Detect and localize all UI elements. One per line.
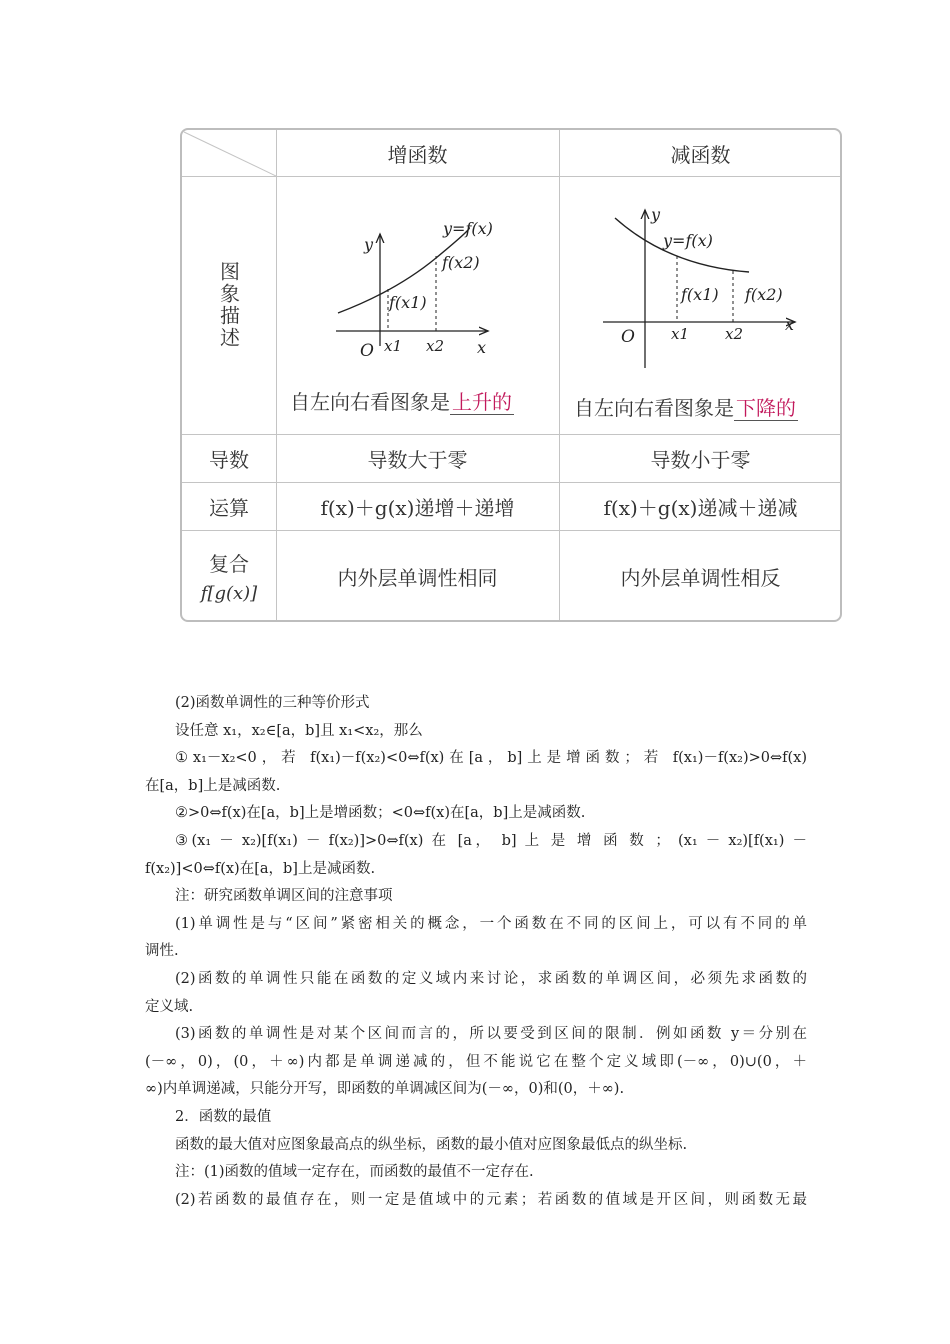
line: (2)若函数的最值存在，则一定是值域中的元素；若函数的值域是开区间，则函数无最 xyxy=(175,1191,807,1208)
line: (－∞，0)，(0，＋∞)内都是单调递减的，但不能说它在整个定义域即(－∞，0)∪(0，＋ xyxy=(145,1053,807,1070)
axis-label-x: x xyxy=(477,338,487,357)
composite-formula: f[g(x)] xyxy=(200,583,258,604)
answer-falling: 下降的 xyxy=(736,396,796,420)
line: 调性. xyxy=(145,943,179,960)
derivative-decreasing: 导数小于零 xyxy=(650,448,751,472)
composite-label: 复合 xyxy=(209,552,249,576)
row-label-derivative: 导数 xyxy=(209,448,249,472)
line: ③(x₁ － x₂)[f(x₁) － f(x₂)]>0⇔f(x) 在 [a， b] 上 是 增 函 数 ； (x₁ － x₂)[f(x₁) － xyxy=(175,832,807,849)
axis-label-y: y xyxy=(651,205,661,224)
line: 函数的最大值对应图象最高点的纵坐标，函数的最小值对应图象最低点的纵坐标. xyxy=(175,1136,688,1153)
axis-label-x: x xyxy=(785,315,795,334)
line: ①x₁－x₂<0，若 f(x₁)－f(x₂)<0⇔f(x)在[a，b]上是增函数；若 f(x₁)－f(x₂)>0⇔f(x) xyxy=(175,750,807,767)
line: 注：(1)函数的值域一定存在，而函数的最值不一定存在. xyxy=(175,1164,534,1181)
line: (2)函数的单调性只能在函数的定义域内来讨论，求函数的单调区间，必须先求函数的 xyxy=(175,970,807,987)
derivative-increasing: 导数大于零 xyxy=(367,448,468,472)
answer-rising: 上升的 xyxy=(452,390,512,414)
header-diagonal xyxy=(182,130,276,176)
line: 注：研究函数单调区间的注意事项 xyxy=(175,888,393,905)
row-label-operation: 运算 xyxy=(209,496,249,520)
label-x2: x2 xyxy=(725,325,744,343)
origin-label: O xyxy=(360,341,374,361)
header-decreasing: 减函数 xyxy=(670,142,731,167)
label-fx2: f(x2) xyxy=(442,253,480,272)
header-increasing: 增函数 xyxy=(387,142,448,167)
section-heading: 2．函数的最值 xyxy=(175,1108,272,1125)
label-x2: x2 xyxy=(426,337,445,355)
line: (1)单调性是与“区间”紧密相关的概念，一个函数在不同的区间上，可以有不同的单 xyxy=(175,915,807,932)
line: 在[a，b]上是减函数. xyxy=(145,777,281,794)
row-label-composite xyxy=(182,531,276,621)
caption-text: 自左向右看图象是 xyxy=(290,390,450,414)
label-x1: x1 xyxy=(384,337,403,355)
label-fx1: f(x1) xyxy=(389,293,427,312)
operation-decreasing: f(x)＋g(x)递减＋递减 xyxy=(603,496,798,520)
label-x1: x1 xyxy=(671,325,690,343)
curve-label: y=f(x) xyxy=(663,231,713,250)
line: (3)函数的单调性是对某个区间而言的，所以要受到区间的限制．例如函数 y＝分别在 xyxy=(175,1026,807,1043)
body-text xyxy=(145,690,807,1214)
caption-text: 自左向右看图象是 xyxy=(574,396,734,420)
label-fx2: f(x2) xyxy=(745,285,783,304)
monotonicity-table xyxy=(180,128,842,622)
line: ∞)内单调递减，只能分开写，即函数的单调减区间为(－∞，0)和(0，＋∞). xyxy=(145,1081,625,1098)
row-label-graph: 图象描述 xyxy=(216,261,241,349)
curve-label: y=f(x) xyxy=(443,219,493,238)
composite-decreasing: 内外层单调性相反 xyxy=(620,565,781,590)
decreasing-caption xyxy=(574,392,798,421)
increasing-function-graph xyxy=(276,176,559,391)
line: 设任意 x₁，x₂∈[a，b]且 x₁<x₂，那么 xyxy=(175,722,423,739)
line: ②>0⇔f(x)在[a，b]上是增函数；<0⇔f(x)在[a，b]上是减函数. xyxy=(175,805,586,822)
composite-increasing: 内外层单调性相同 xyxy=(337,565,498,590)
line: 定义域. xyxy=(145,998,194,1015)
decreasing-function-graph xyxy=(559,176,842,391)
origin-label: O xyxy=(621,327,635,347)
axis-label-y: y xyxy=(364,235,374,254)
line: f(x₂)]<0⇔f(x)在[a，b]上是减函数. xyxy=(145,860,376,877)
label-fx1: f(x1) xyxy=(681,285,719,304)
operation-increasing: f(x)＋g(x)递增＋递增 xyxy=(320,496,515,520)
line: (2)函数单调性的三种等价形式 xyxy=(175,695,370,711)
increasing-caption xyxy=(290,386,514,415)
